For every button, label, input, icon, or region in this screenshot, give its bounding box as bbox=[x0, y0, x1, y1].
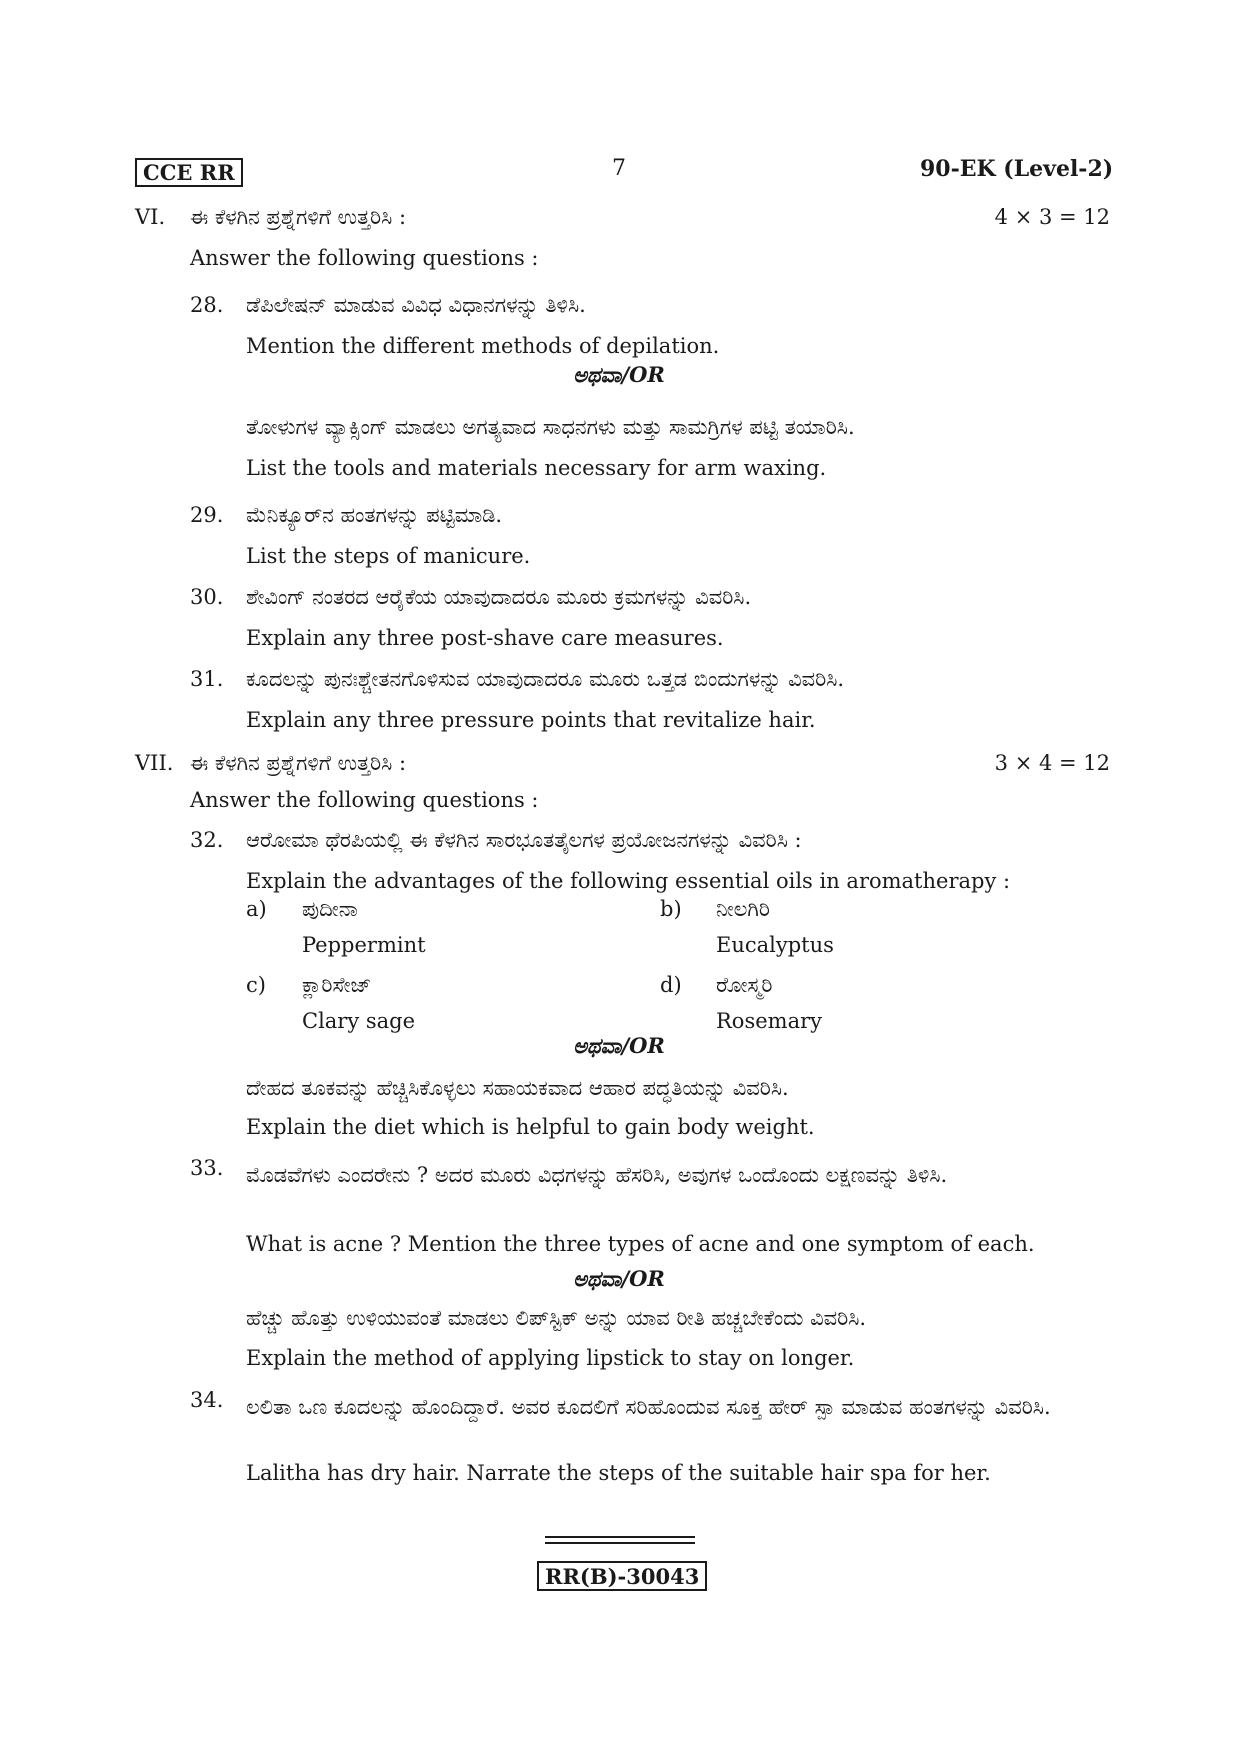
q33-alt-kn: ಹೆಚ್ಚು ಹೊತ್ತು ಉಳಿಯುವಂತೆ ಮಾಡಲು ಲಿಪ್‌ಸ್ಟಿಕ್ ಅನ್ನು ಯಾವ ರೀತಿ ಹಚ್ಚಬೇಕೆಂದು ವಿವರಿಸಿ. bbox=[246, 1306, 867, 1330]
q32-option-b-kn: ನೀಲಗಿರಿ bbox=[716, 897, 770, 921]
q30-number: 30. bbox=[190, 585, 224, 609]
q32-text-en: Explain the advantages of the following essential oils in aromatherapy : bbox=[246, 869, 1011, 893]
q32-option-b-en: Eucalyptus bbox=[716, 933, 834, 957]
section-vii-marks: 3 × 4 = 12 bbox=[994, 751, 1110, 775]
q34-number: 34. bbox=[190, 1388, 224, 1412]
page-number: 7 bbox=[612, 156, 626, 181]
q33-text-en: What is acne ? Mention the three types of acne and one symptom of each. bbox=[246, 1232, 1035, 1256]
or-label: ಅಥವಾ/OR bbox=[573, 362, 665, 387]
q32-option-d-kn: ರೋಸ್ಮರಿ bbox=[716, 973, 773, 997]
section-vi-instruction-kn: ಈ ಕೆಳಗಿನ ಪ್ರಶ್ನೆಗಳಿಗೆ ಉತ್ತರಿಸಿ : bbox=[190, 205, 407, 229]
q32-option-a-kn: ಪುದೀನಾ bbox=[302, 897, 358, 921]
q32-option-c-label: c) bbox=[246, 973, 266, 997]
q29-text-kn: ಮೆನಿಕ್ಯೂರ್‌ನ ಹಂತಗಳನ್ನು ಪಟ್ಟಿಮಾಡಿ. bbox=[246, 503, 503, 527]
q32-alt-kn: ದೇಹದ ತೂಕವನ್ನು ಹೆಚ್ಚಿಸಿಕೊಳ್ಳಲು ಸಹಾಯಕವಾದ ಆಹಾರ ಪದ್ಧತಿಯನ್ನು ವಿವರಿಸಿ. bbox=[246, 1076, 789, 1100]
q28-alt-kn: ತೋಳುಗಳ ವ್ಯಾಕ್ಸಿಂಗ್ ಮಾಡಲು ಅಗತ್ಯವಾದ ಸಾಧನಗಳು ಮತ್ತು ಸಾಮಗ್ರಿಗಳ ಪಟ್ಟಿ ತಯಾರಿಸಿ. bbox=[246, 415, 855, 439]
end-rule-top bbox=[545, 1536, 695, 1538]
q31-number: 31. bbox=[190, 667, 224, 691]
q34-text-kn: ಲಲಿತಾ ಒಣ ಕೂದಲನ್ನು ಹೊಂದಿದ್ದಾರೆ. ಅವರ ಕೂದಲಿಗೆ ಸರಿಹೊಂದುವ ಸೂಕ್ತ ಹೇರ್ ಸ್ಪಾ ಮಾಡುವ ಹಂತಗಳನ್ನು ವಿವರಿಸಿ. bbox=[246, 1395, 1051, 1419]
q32-option-d-en: Rosemary bbox=[716, 1009, 822, 1033]
q28-alt-en: List the tools and materials necessary for arm waxing. bbox=[246, 456, 827, 480]
q32-option-d-label: d) bbox=[660, 973, 682, 997]
q32-option-c-en: Clary sage bbox=[302, 1009, 416, 1033]
q29-number: 29. bbox=[190, 503, 224, 527]
q28-text-en: Mention the different methods of depilation. bbox=[246, 334, 720, 358]
section-vii-number: VII. bbox=[135, 751, 174, 775]
paper-code: 90-EK (Level-2) bbox=[920, 156, 1114, 182]
q33-number: 33. bbox=[190, 1156, 224, 1180]
q32-number: 32. bbox=[190, 828, 224, 852]
q28-number: 28. bbox=[190, 293, 224, 317]
q30-text-kn: ಶೇವಿಂಗ್ ನಂತರದ ಆರೈಕೆಯ ಯಾವುದಾದರೂ ಮೂರು ಕ್ರಮಗಳನ್ನು ವಿವರಿಸಿ. bbox=[246, 585, 752, 609]
q32-option-a-en: Peppermint bbox=[302, 933, 426, 957]
end-rule-bottom bbox=[545, 1542, 695, 1544]
q31-text-kn: ಕೂದಲನ್ನು ಪುನಃಶ್ಚೇತನಗೊಳಿಸುವ ಯಾವುದಾದರೂ ಮೂರು ಒತ್ತಡ ಬಿಂದುಗಳನ್ನು ವಿವರಿಸಿ. bbox=[246, 667, 845, 691]
section-vi-number: VI. bbox=[135, 205, 166, 229]
q34-text-en: Lalitha has dry hair. Narrate the steps of the suitable hair spa for her. bbox=[246, 1461, 991, 1485]
q32-option-b-label: b) bbox=[660, 897, 682, 921]
q31-text-en: Explain any three pressure points that revitalize hair. bbox=[246, 708, 816, 732]
q29-text-en: List the steps of manicure. bbox=[246, 544, 531, 568]
q33-text-kn: ಮೊಡವೆಗಳು ಎಂದರೇನು ? ಅದರ ಮೂರು ವಿಧಗಳನ್ನು ಹೆಸರಿಸಿ, ಅವುಗಳ ಒಂದೊಂದು ಲಕ್ಷಣವನ್ನು ತಿಳಿಸಿ. bbox=[246, 1163, 948, 1187]
or-label: ಅಥವಾ/OR bbox=[573, 1033, 665, 1058]
section-vii-instruction-kn: ಈ ಕೆಳಗಿನ ಪ್ರಶ್ನೆಗಳಿಗೆ ಉತ್ತರಿಸಿ : bbox=[190, 751, 407, 775]
or-label: ಅಥವಾ/OR bbox=[573, 1266, 665, 1291]
section-vii-instruction-en: Answer the following questions : bbox=[190, 788, 539, 812]
section-vi-instruction-en: Answer the following questions : bbox=[190, 246, 539, 270]
header-code-box: CCE RR bbox=[135, 158, 243, 187]
section-vi-marks: 4 × 3 = 12 bbox=[994, 205, 1110, 229]
q33-alt-en: Explain the method of applying lipstick to stay on longer. bbox=[246, 1346, 855, 1370]
q32-option-a-label: a) bbox=[246, 897, 267, 921]
q30-text-en: Explain any three post-shave care measures. bbox=[246, 626, 724, 650]
q32-alt-en: Explain the diet which is helpful to gain body weight. bbox=[246, 1115, 815, 1139]
footer-code-box: RR(B)-30043 bbox=[537, 1561, 707, 1591]
q32-text-kn: ಆರೋಮಾ ಥೆರಪಿಯಲ್ಲಿ ಈ ಕೆಳಗಿನ ಸಾರಭೂತತೈಲಗಳ ಪ್ರಯೋಜನಗಳನ್ನು ವಿವರಿಸಿ : bbox=[246, 828, 802, 852]
q28-text-kn: ಡೆಪಿಲೇಷನ್ ಮಾಡುವ ವಿವಿಧ ವಿಧಾನಗಳನ್ನು ತಿಳಿಸಿ. bbox=[246, 293, 586, 317]
q32-option-c-kn: ಕ್ಲಾರಿಸೇಜ್ bbox=[302, 973, 372, 997]
